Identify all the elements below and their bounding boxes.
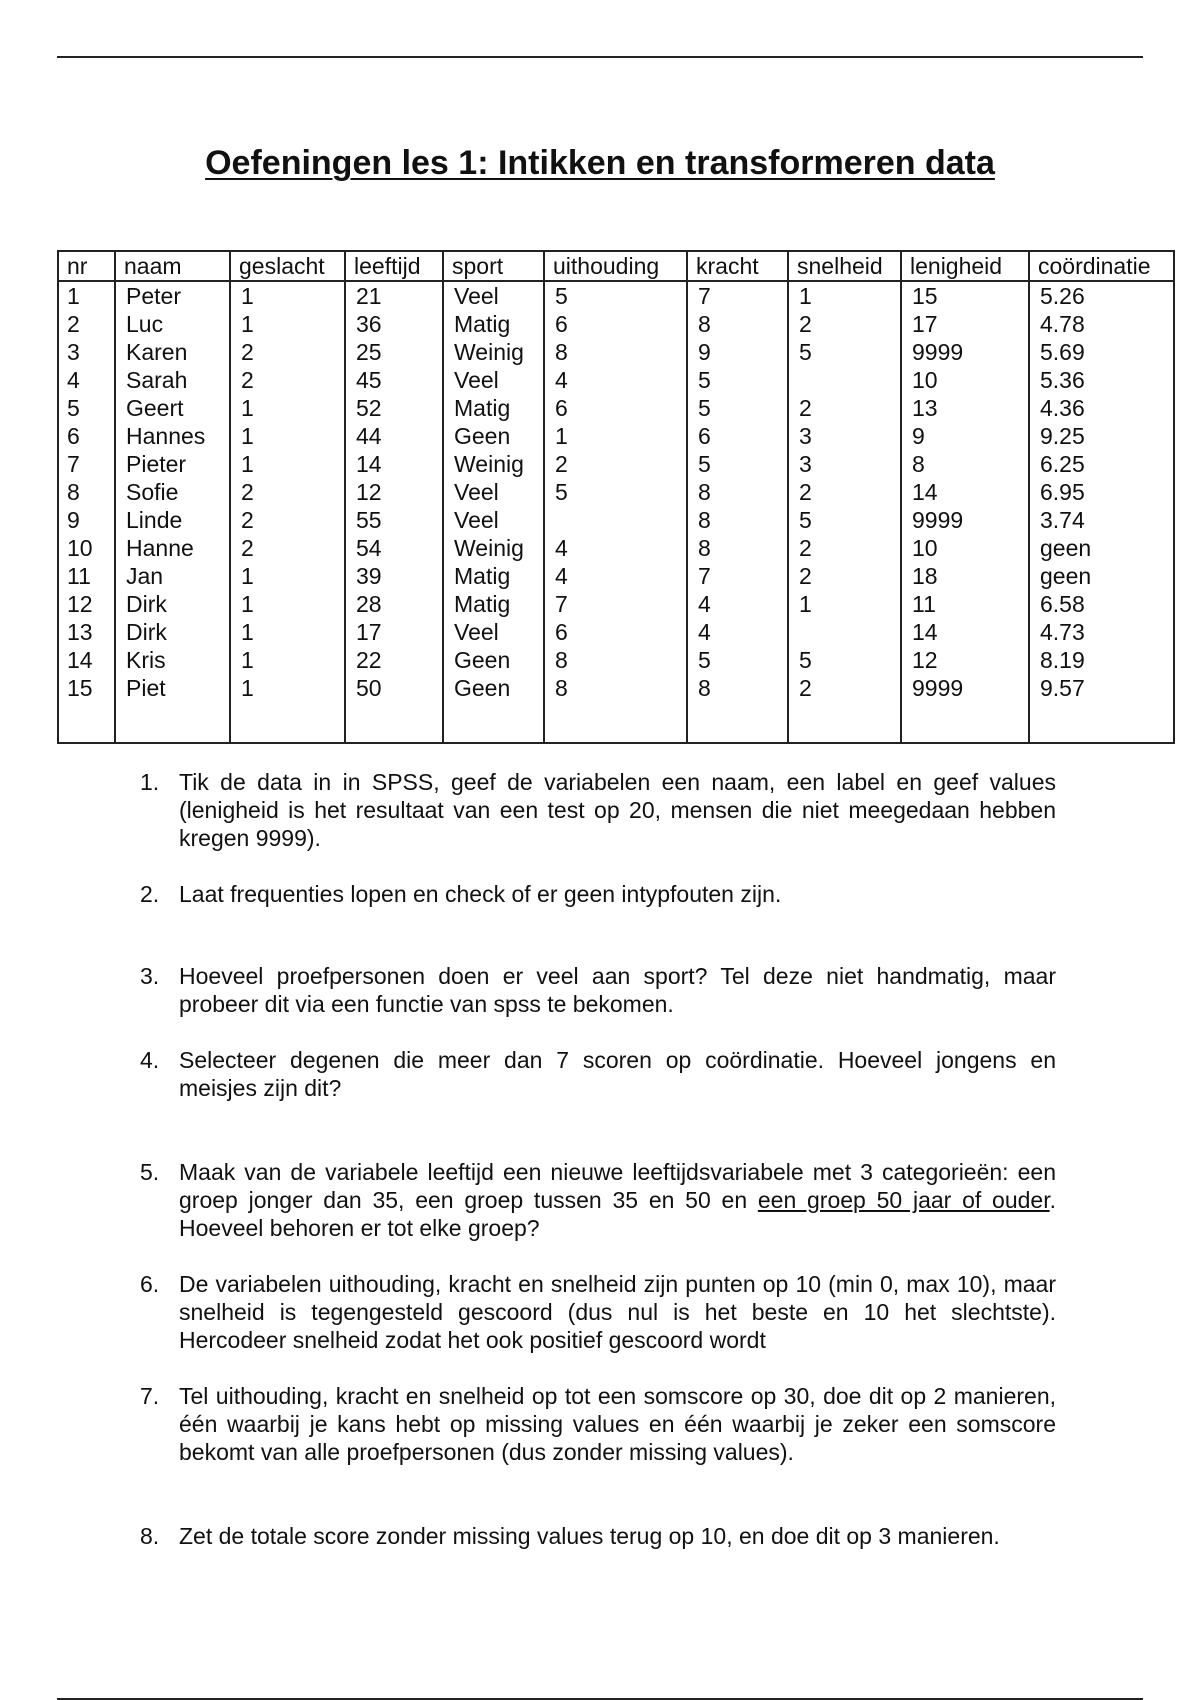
cell-uithouding: 2	[544, 450, 687, 478]
cell-lenigheid: 18	[901, 562, 1029, 590]
empty-cell	[687, 702, 788, 743]
cell-leeftijd: 25	[345, 338, 443, 366]
cell-uithouding: 4	[544, 366, 687, 394]
cell-uithouding: 4	[544, 562, 687, 590]
cell-geslacht: 1	[230, 422, 345, 450]
cell-snelheid: 5	[788, 506, 901, 534]
table-row	[58, 478, 1174, 506]
cell-uithouding: 8	[544, 338, 687, 366]
cell-snelheid: 1	[788, 590, 901, 618]
cell-leeftijd: 55	[345, 506, 443, 534]
cell-kracht: 9	[687, 338, 788, 366]
cell-leeftijd: 22	[345, 646, 443, 674]
cell-geslacht: 1	[230, 618, 345, 646]
data-table	[57, 250, 1175, 744]
cell-lenigheid: 15	[901, 281, 1029, 310]
cell-naam: Sarah	[115, 366, 230, 394]
cell-geslacht: 2	[230, 478, 345, 506]
cell-nr: 3	[67, 339, 80, 365]
empty-cell	[58, 702, 115, 743]
header-naam: naam	[115, 251, 230, 281]
cell-naam: Geert	[115, 394, 230, 422]
question-text: Hoeveel proefpersonen doen er veel aan sport? Tel deze niet handmatig, maar probeer dit via een functie van spss te bekomen.	[179, 963, 1056, 1017]
cell-nr: 7	[67, 451, 80, 477]
cell-uithouding: 6	[544, 618, 687, 646]
question-number: 5.	[140, 1159, 160, 1185]
cell-nr: 1	[67, 283, 80, 309]
page-title-text: Oefeningen les 1: Intikken en transformeren data	[205, 144, 995, 182]
table-row	[58, 562, 1174, 590]
question-text: Selecteer degenen die meer dan 7 scoren op coördinatie. Hoeveel jongens en meisjes zijn dit?	[179, 1047, 1056, 1101]
question-text: Tik de data in in SPSS, geef de variabelen een naam, een label en geef values (lenigheid is het resultaat van een test op 20, mensen die niet meegedaan hebben kregen 9999).	[179, 769, 1056, 851]
cell-snelheid: 2	[788, 534, 901, 562]
cell-leeftijd: 14	[345, 450, 443, 478]
empty-cell	[443, 702, 544, 743]
cell-lenigheid: 9	[901, 422, 1029, 450]
cell-kracht: 8	[687, 310, 788, 338]
cell-naam: Peter	[115, 281, 230, 310]
empty-cell	[345, 702, 443, 743]
cell-leeftijd: 44	[345, 422, 443, 450]
cell-snelheid: 1	[788, 281, 901, 310]
question-7	[140, 1382, 1056, 1466]
cell-kracht: 6	[687, 422, 788, 450]
cell-geslacht: 2	[230, 506, 345, 534]
cell-leeftijd: 52	[345, 394, 443, 422]
cell-uithouding: 8	[544, 646, 687, 674]
cell-coordinatie: geen	[1029, 562, 1174, 590]
cell-nr: 9	[67, 507, 80, 533]
cell-lenigheid: 14	[901, 478, 1029, 506]
cell-leeftijd: 28	[345, 590, 443, 618]
cell-uithouding: 1	[544, 422, 687, 450]
empty-cell	[788, 702, 901, 743]
cell-lenigheid: 14	[901, 618, 1029, 646]
top-rule	[57, 56, 1143, 58]
cell-kracht: 8	[687, 674, 788, 702]
header-snelheid: snelheid	[788, 251, 901, 281]
table-row	[58, 674, 1174, 702]
table-row	[58, 394, 1174, 422]
table-row	[58, 506, 1174, 534]
cell-naam: Hanne	[115, 534, 230, 562]
cell-kracht: 4	[687, 590, 788, 618]
table-row	[58, 366, 1174, 394]
cell-snelheid: 2	[788, 562, 901, 590]
cell-snelheid: 2	[788, 478, 901, 506]
cell-snelheid: 3	[788, 422, 901, 450]
cell-snelheid: 2	[788, 310, 901, 338]
cell-leeftijd: 36	[345, 310, 443, 338]
cell-sport: Veel	[443, 478, 544, 506]
question-6	[140, 1270, 1056, 1354]
cell-leeftijd: 39	[345, 562, 443, 590]
cell-naam: Kris	[115, 646, 230, 674]
cell-kracht: 5	[687, 394, 788, 422]
cell-leeftijd: 17	[345, 618, 443, 646]
cell-uithouding: 4	[544, 534, 687, 562]
question-text-after: . Hoeveel behoren er tot elke groep?	[179, 1187, 1056, 1241]
cell-naam: Luc	[115, 310, 230, 338]
cell-geslacht: 1	[230, 646, 345, 674]
question-8	[140, 1522, 1056, 1550]
cell-kracht: 8	[687, 534, 788, 562]
table-body	[58, 281, 1174, 743]
header-uithouding: uithouding	[544, 251, 687, 281]
cell-naam: Linde	[115, 506, 230, 534]
cell-naam: Jan	[115, 562, 230, 590]
cell-sport: Veel	[443, 281, 544, 310]
question-text: De variabelen uithouding, kracht en snelheid zijn punten op 10 (min 0, max 10), maar snelheid is tegengesteld gescoord (dus nul is het beste en 10 het slechtste). Hercodeer snelheid zodat het ook positief gescoord wordt	[179, 1271, 1056, 1353]
cell-coordinatie: 4.73	[1029, 618, 1174, 646]
cell-geslacht: 2	[230, 534, 345, 562]
cell-snelheid	[788, 366, 901, 394]
table-header-row	[58, 251, 1174, 281]
question-number: 6.	[140, 1271, 160, 1297]
cell-nr: 12	[67, 591, 93, 617]
cell-naam: Dirk	[115, 618, 230, 646]
cell-leeftijd: 21	[345, 281, 443, 310]
empty-cell	[544, 702, 687, 743]
cell-nr: 13	[67, 619, 93, 645]
cell-coordinatie: 6.95	[1029, 478, 1174, 506]
question-text: Zet de totale score zonder missing values terug op 10, en doe dit op 3 manieren.	[179, 1523, 1000, 1549]
cell-nr: 10	[67, 535, 93, 561]
table-row	[58, 422, 1174, 450]
cell-kracht: 5	[687, 450, 788, 478]
table-row	[58, 590, 1174, 618]
cell-snelheid: 2	[788, 394, 901, 422]
table-row	[58, 618, 1174, 646]
cell-nr: 4	[67, 367, 80, 393]
cell-naam: Karen	[115, 338, 230, 366]
cell-sport: Geen	[443, 646, 544, 674]
question-text-underlined: een groep 50 jaar of ouder	[757, 1187, 1050, 1213]
cell-lenigheid: 9999	[901, 506, 1029, 534]
cell-kracht: 5	[687, 366, 788, 394]
question-number: 4.	[140, 1047, 160, 1073]
cell-sport: Weinig	[443, 338, 544, 366]
cell-lenigheid: 10	[901, 534, 1029, 562]
cell-nr: 15	[67, 675, 93, 701]
cell-naam: Dirk	[115, 590, 230, 618]
table-row	[58, 646, 1174, 674]
header-lenigheid: lenigheid	[901, 251, 1029, 281]
cell-coordinatie: geen	[1029, 534, 1174, 562]
cell-naam: Piet	[115, 674, 230, 702]
question-text: Tel uithouding, kracht en snelheid op tot een somscore op 30, doe dit op 2 manieren, één waarbij je kans hebt op missing values en één waarbij je zeker een somscore bekomt van alle proefpersonen (dus zonder missing values).	[179, 1383, 1056, 1465]
cell-kracht: 4	[687, 618, 788, 646]
cell-coordinatie: 5.26	[1029, 281, 1174, 310]
cell-nr: 11	[67, 563, 91, 589]
cell-uithouding: 6	[544, 394, 687, 422]
cell-naam: Hannes	[115, 422, 230, 450]
cell-sport: Veel	[443, 366, 544, 394]
cell-sport: Matig	[443, 394, 544, 422]
question-number: 7.	[140, 1383, 160, 1409]
cell-snelheid: 2	[788, 674, 901, 702]
cell-geslacht: 1	[230, 562, 345, 590]
header-nr: nr	[58, 251, 115, 281]
table-row	[58, 281, 1174, 310]
cell-kracht: 8	[687, 478, 788, 506]
cell-lenigheid: 9999	[901, 338, 1029, 366]
cell-coordinatie: 6.58	[1029, 590, 1174, 618]
cell-geslacht: 1	[230, 590, 345, 618]
cell-sport: Weinig	[443, 450, 544, 478]
question-4	[140, 1046, 1056, 1102]
cell-geslacht: 1	[230, 674, 345, 702]
table-row	[58, 310, 1174, 338]
cell-snelheid	[788, 618, 901, 646]
cell-lenigheid: 8	[901, 450, 1029, 478]
cell-coordinatie: 9.57	[1029, 674, 1174, 702]
header-coordinatie: coördinatie	[1029, 251, 1174, 281]
cell-geslacht: 1	[230, 394, 345, 422]
cell-uithouding: 8	[544, 674, 687, 702]
question-text: Laat frequenties lopen en check of er geen intypfouten zijn.	[179, 881, 782, 907]
cell-geslacht: 1	[230, 310, 345, 338]
cell-lenigheid: 13	[901, 394, 1029, 422]
cell-snelheid: 5	[788, 338, 901, 366]
cell-geslacht: 2	[230, 366, 345, 394]
cell-coordinatie: 5.36	[1029, 366, 1174, 394]
cell-geslacht: 1	[230, 450, 345, 478]
cell-geslacht: 1	[230, 281, 345, 310]
table-row	[58, 338, 1174, 366]
page-title	[0, 143, 1200, 183]
table-row	[58, 534, 1174, 562]
cell-kracht: 8	[687, 506, 788, 534]
cell-naam: Sofie	[115, 478, 230, 506]
cell-snelheid: 3	[788, 450, 901, 478]
cell-lenigheid: 9999	[901, 674, 1029, 702]
question-number: 3.	[140, 963, 160, 989]
question-1	[140, 768, 1056, 852]
question-text-before: Maak van de variabele leeftijd een nieuwe leeftijdsvariabele met 3 categorieën: een groep jonger dan 35, een groep tussen 35 en 50 en	[179, 1159, 1056, 1213]
cell-lenigheid: 10	[901, 366, 1029, 394]
cell-nr: 5	[67, 395, 80, 421]
cell-uithouding: 6	[544, 310, 687, 338]
cell-nr: 2	[67, 311, 80, 337]
cell-snelheid: 5	[788, 646, 901, 674]
cell-sport: Veel	[443, 618, 544, 646]
cell-sport: Matig	[443, 310, 544, 338]
cell-coordinatie: 5.69	[1029, 338, 1174, 366]
cell-coordinatie: 3.74	[1029, 506, 1174, 534]
header-sport: sport	[443, 251, 544, 281]
cell-sport: Geen	[443, 674, 544, 702]
cell-sport: Veel	[443, 506, 544, 534]
table-row	[58, 450, 1174, 478]
cell-uithouding	[544, 506, 687, 534]
cell-uithouding: 7	[544, 590, 687, 618]
cell-lenigheid: 11	[901, 590, 1029, 618]
question-number: 2.	[140, 881, 160, 907]
cell-sport: Matig	[443, 562, 544, 590]
cell-coordinatie: 4.78	[1029, 310, 1174, 338]
question-5	[140, 1158, 1056, 1242]
cell-leeftijd: 50	[345, 674, 443, 702]
cell-uithouding: 5	[544, 281, 687, 310]
cell-kracht: 7	[687, 562, 788, 590]
cell-coordinatie: 6.25	[1029, 450, 1174, 478]
cell-nr: 14	[67, 647, 93, 673]
cell-kracht: 5	[687, 646, 788, 674]
cell-coordinatie: 8.19	[1029, 646, 1174, 674]
question-list	[140, 768, 1056, 1550]
table-padding-row	[58, 702, 1174, 743]
question-number: 8.	[140, 1523, 160, 1549]
empty-cell	[230, 702, 345, 743]
cell-sport: Weinig	[443, 534, 544, 562]
cell-geslacht: 2	[230, 338, 345, 366]
cell-sport: Geen	[443, 422, 544, 450]
cell-lenigheid: 12	[901, 646, 1029, 674]
cell-nr: 6	[67, 423, 80, 449]
empty-cell	[901, 702, 1029, 743]
header-leeftijd: leeftijd	[345, 251, 443, 281]
cell-leeftijd: 12	[345, 478, 443, 506]
cell-coordinatie: 4.36	[1029, 394, 1174, 422]
header-geslacht: geslacht	[230, 251, 345, 281]
empty-cell	[1029, 702, 1174, 743]
cell-leeftijd: 54	[345, 534, 443, 562]
cell-nr: 8	[67, 479, 80, 505]
question-3	[140, 962, 1056, 1018]
cell-kracht: 7	[687, 281, 788, 310]
cell-lenigheid: 17	[901, 310, 1029, 338]
cell-sport: Matig	[443, 590, 544, 618]
cell-leeftijd: 45	[345, 366, 443, 394]
question-2	[140, 880, 1056, 908]
header-kracht: kracht	[687, 251, 788, 281]
cell-uithouding: 5	[544, 478, 687, 506]
cell-coordinatie: 9.25	[1029, 422, 1174, 450]
question-number: 1.	[140, 769, 160, 795]
cell-naam: Pieter	[115, 450, 230, 478]
empty-cell	[115, 702, 230, 743]
